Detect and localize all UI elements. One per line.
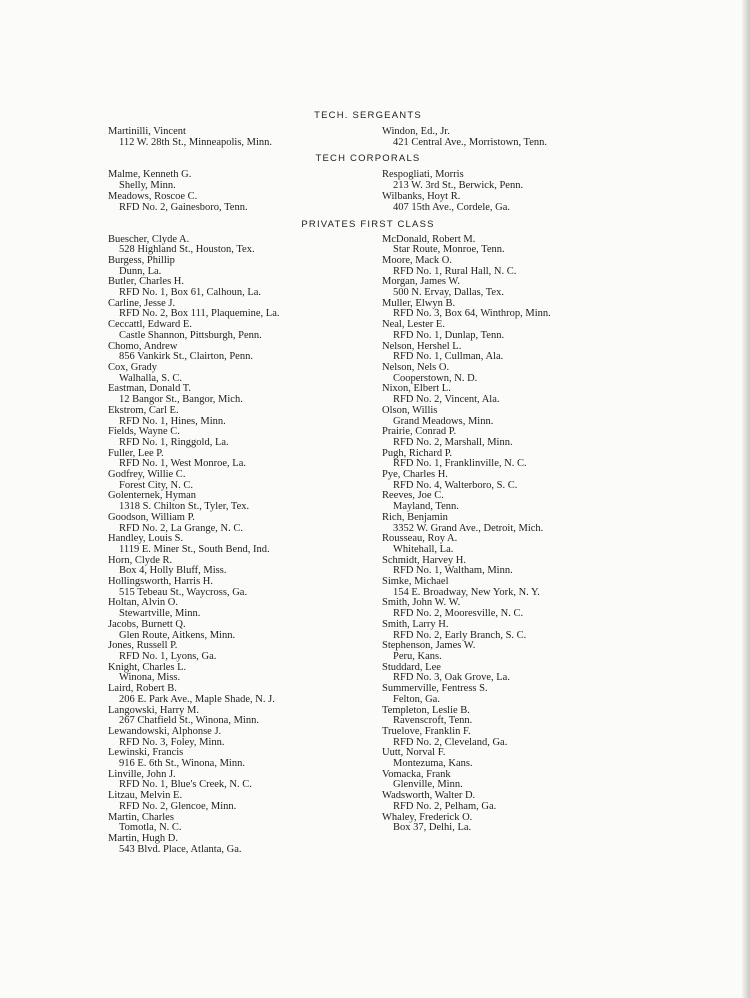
- roster-entry: [382, 791, 628, 812]
- soldier-name: Morgan, James W.: [382, 276, 460, 288]
- roster-entry: [382, 427, 628, 448]
- soldier-name: Godfrey, Willie C.: [108, 469, 186, 481]
- soldier-address: 500 N. Ervay, Dallas, Tex.: [393, 287, 504, 299]
- soldier-name: Stephenson, James W.: [382, 640, 476, 652]
- roster-entry: [108, 235, 364, 256]
- soldier-name: Carline, Jesse J.: [108, 297, 176, 309]
- roster-entry: [108, 406, 364, 427]
- soldier-address: 543 Blvd. Place, Atlanta, Ga.: [119, 843, 242, 855]
- soldier-name: Golenternek, Hyman: [108, 490, 197, 502]
- soldier-name: Buescher, Clyde A.: [108, 233, 190, 245]
- soldier-name: Jones, Russell P.: [108, 640, 178, 652]
- soldier-name: Templeton, Leslie B.: [382, 704, 470, 716]
- roster-columns: [108, 126, 628, 148]
- roster-section: [108, 110, 628, 148]
- soldier-name: Goodson, William P.: [108, 511, 195, 523]
- soldier-name: Chomo, Andrew: [108, 340, 178, 352]
- soldier-name: Muller, Elwyn B.: [382, 297, 456, 309]
- right-column: [382, 235, 628, 856]
- soldier-name: Rich, Benjamin: [382, 511, 448, 523]
- soldier-address: Felton, Ga.: [393, 693, 440, 705]
- roster-entry: [382, 534, 628, 555]
- soldier-address: RFD No. 1, West Monroe, La.: [119, 458, 246, 470]
- soldier-name: McDonald, Robert M.: [382, 233, 476, 245]
- soldier-address: Castle Shannon, Pittsburgh, Penn.: [119, 329, 262, 341]
- roster-entry: [382, 663, 628, 684]
- roster-entry: [382, 277, 628, 298]
- roster-entry: [382, 406, 628, 427]
- soldier-name: Rousseau, Roy A.: [382, 533, 458, 545]
- soldier-address: RFD No. 2, Cleveland, Ga.: [393, 736, 508, 748]
- roster-entry: [108, 598, 364, 619]
- roster-entry: [382, 169, 628, 191]
- roster-entry: [382, 727, 628, 748]
- soldier-name: Olson, Willis: [382, 404, 438, 416]
- soldier-address: 916 E. 6th St., Winona, Minn.: [119, 758, 245, 770]
- soldier-address: Forest City, N. C.: [119, 479, 193, 491]
- soldier-address: RFD No. 1, Waltham, Minn.: [393, 565, 513, 577]
- soldier-name: Cox, Grady: [108, 362, 157, 373]
- roster-section: [108, 219, 628, 856]
- soldier-address: Montezuma, Kans.: [393, 758, 473, 770]
- roster-entry: [382, 235, 628, 256]
- roster-entry: [382, 770, 628, 791]
- soldier-address: RFD No. 1, Franklinville, N. C.: [393, 458, 527, 470]
- soldier-name: Langowski, Harry M.: [108, 704, 199, 716]
- soldier-address: Mayland, Tenn.: [393, 501, 459, 513]
- soldier-address: RFD No. 4, Walterboro, S. C.: [393, 479, 518, 491]
- soldier-address: 267 Chatfield St., Winona, Minn.: [119, 715, 259, 727]
- roster-entry: [108, 534, 364, 555]
- roster-entry: [382, 513, 628, 534]
- left-column: [108, 169, 364, 213]
- soldier-name: Lewandowski, Alphonse J.: [108, 725, 222, 737]
- roster-entry: [382, 813, 628, 834]
- soldier-name: Whaley, Frederick O.: [382, 811, 473, 823]
- soldier-address: RFD No. 2, Box 111, Plaquemine, La.: [119, 308, 280, 320]
- roster-entry: [108, 169, 364, 191]
- soldier-address: Shelly, Minn.: [119, 180, 176, 192]
- soldier-name: Respogliati, Morris: [382, 169, 464, 181]
- soldier-name: Moore, Mack O.: [382, 254, 452, 266]
- roster-entry: [382, 620, 628, 641]
- soldier-address: Whitehall, La.: [393, 543, 454, 555]
- roster-entry: [382, 684, 628, 705]
- soldier-name: Ekstrom, Carl E.: [108, 404, 179, 416]
- soldier-address: RFD No. 2, Pelham, Ga.: [393, 800, 497, 812]
- soldier-name: Fields, Wayne C.: [108, 426, 180, 438]
- roster-entry: [108, 684, 364, 705]
- soldier-address: 1318 S. Chilton St., Tyler, Tex.: [119, 501, 250, 513]
- soldier-name: Uutt, Norval F.: [382, 747, 446, 759]
- soldier-address: Stewartville, Minn.: [119, 608, 201, 620]
- soldier-address: 112 W. 28th St., Minneapolis, Minn.: [119, 137, 273, 149]
- roster-entry: [108, 813, 364, 834]
- soldier-address: Glen Route, Aitkens, Minn.: [119, 629, 236, 641]
- soldier-address: Star Route, Monroe, Tenn.: [393, 244, 505, 256]
- soldier-name: Handley, Louis S.: [108, 533, 184, 545]
- roster-entry: [108, 470, 364, 491]
- soldier-name: Wilbanks, Hoyt R.: [382, 191, 461, 203]
- roster-entry: [108, 706, 364, 727]
- roster-entry: [382, 299, 628, 320]
- soldier-address: RFD No. 1, Blue's Creek, N. C.: [119, 779, 252, 791]
- roster-entry: [108, 834, 364, 855]
- soldier-address: Winona, Miss.: [119, 672, 181, 684]
- soldier-address: RFD No. 2, Vincent, Ala.: [393, 394, 500, 406]
- roster-entry: [108, 513, 364, 534]
- soldier-name: Vomacka, Frank: [382, 768, 451, 780]
- roster-entry: [108, 620, 364, 641]
- roster-entry: [108, 384, 364, 405]
- soldier-name: Windon, Ed., Jr.: [382, 126, 450, 137]
- soldier-name: Litzau, Melvin E.: [108, 790, 183, 802]
- roster-entry: [108, 427, 364, 448]
- roster-entry: [108, 256, 364, 277]
- soldier-name: Fuller, Lee P.: [108, 447, 164, 459]
- soldier-address: Ravenscroft, Tenn.: [393, 715, 473, 727]
- section-heading: PRIVATES FIRST CLASS: [301, 218, 435, 230]
- roster-entry: [382, 342, 628, 363]
- roster-entry: [382, 491, 628, 512]
- soldier-address: RFD No. 1, Box 61, Calhoun, La.: [119, 287, 262, 299]
- soldier-name: Ceccattl, Edward E.: [108, 319, 192, 331]
- soldier-name: Neal, Lester E.: [382, 319, 445, 331]
- soldier-address: 12 Bangor St., Bangor, Mich.: [119, 394, 243, 406]
- roster-entry: [382, 556, 628, 577]
- soldier-name: Knight, Charles L.: [108, 661, 187, 673]
- soldier-name: Wadsworth, Walter D.: [382, 790, 476, 802]
- roster-entry: [108, 449, 364, 470]
- soldier-address: 213 W. 3rd St., Berwick, Penn.: [393, 180, 524, 192]
- soldier-address: RFD No. 1, Ringgold, La.: [119, 436, 229, 448]
- soldier-name: Truelove, Franklin F.: [382, 725, 471, 737]
- roster-entry: [108, 126, 364, 148]
- roster-entry: [108, 363, 364, 384]
- soldier-address: Box 37, Delhi, La.: [393, 822, 472, 834]
- roster-entry: [382, 470, 628, 491]
- roster-entry: [382, 363, 628, 384]
- soldier-address: RFD No. 2, Gainesboro, Tenn.: [119, 202, 248, 214]
- soldier-name: Smith, Larry H.: [382, 618, 449, 630]
- roster-entry: [108, 641, 364, 662]
- soldier-address: RFD No. 2, Glencoe, Minn.: [119, 800, 237, 812]
- soldier-name: Lewinski, Francis: [108, 747, 184, 759]
- roster-entry: [382, 577, 628, 598]
- roster-columns: [108, 169, 628, 213]
- soldier-name: Eastman, Donald T.: [108, 383, 192, 395]
- roster-entry: [382, 598, 628, 619]
- soldier-address: RFD No. 2, La Grange, N. C.: [119, 522, 243, 534]
- right-column: [382, 126, 628, 148]
- soldier-address: 421 Central Ave., Morristown, Tenn.: [393, 137, 548, 149]
- roster-columns: [108, 235, 628, 856]
- soldier-address: Grand Meadows, Minn.: [393, 415, 494, 427]
- soldier-name: Hollingsworth, Harris H.: [108, 576, 213, 588]
- soldier-name: Nelson, Nels O.: [382, 362, 450, 373]
- soldier-name: Malme, Kenneth G.: [108, 169, 192, 181]
- roster-entry: [382, 126, 628, 148]
- roster-entry: [108, 342, 364, 363]
- roster-entry: [382, 449, 628, 470]
- soldier-name: Summerville, Fentress S.: [382, 683, 488, 695]
- soldier-address: Cooperstown, N. D.: [393, 372, 478, 384]
- soldier-name: Martin, Charles: [108, 811, 174, 823]
- roster-entry: [108, 727, 364, 748]
- soldier-name: Nixon, Elbert L.: [382, 383, 451, 395]
- page-edge-shadow: [742, 0, 750, 998]
- soldier-address: RFD No. 3, Oak Grove, La.: [393, 672, 510, 684]
- soldier-address: RFD No. 1, Hines, Minn.: [119, 415, 226, 427]
- soldier-name: Burgess, Phillip: [108, 254, 175, 266]
- soldier-address: RFD No. 3, Box 64, Winthrop, Minn.: [393, 308, 551, 320]
- soldier-address: 515 Tebeau St., Waycross, Ga.: [119, 586, 248, 598]
- soldier-address: 206 E. Park Ave., Maple Shade, N. J.: [119, 693, 275, 705]
- soldier-name: Schmidt, Harvey H.: [382, 554, 466, 566]
- soldier-address: 154 E. Broadway, New York, N. Y.: [393, 586, 540, 598]
- soldier-name: Meadows, Roscoe C.: [108, 191, 198, 203]
- roster-entry: [382, 706, 628, 727]
- soldier-name: Prairie, Conrad P.: [382, 426, 457, 438]
- right-column: [382, 169, 628, 213]
- soldier-name: Studdard, Lee: [382, 661, 441, 673]
- roster-entry: [108, 320, 364, 341]
- roster-entry: [382, 256, 628, 277]
- roster-entry: [382, 641, 628, 662]
- roster-entry: [108, 191, 364, 213]
- soldier-address: 407 15th Ave., Cordele, Ga.: [393, 202, 511, 214]
- soldier-address: RFD No. 2, Marshall, Minn.: [393, 436, 513, 448]
- soldier-address: Dunn, La.: [119, 265, 162, 277]
- soldier-name: Martinilli, Vincent: [108, 126, 186, 137]
- roster-entry: [108, 491, 364, 512]
- soldier-address: RFD No. 1, Rural Hall, N. C.: [393, 265, 517, 277]
- soldier-name: Pye, Charles H.: [382, 469, 448, 481]
- soldier-address: Tomotla, N. C.: [119, 822, 182, 834]
- soldier-name: Laird, Robert B.: [108, 683, 177, 695]
- roster-entry: [108, 577, 364, 598]
- soldier-name: Pugh, Richard P.: [382, 447, 453, 459]
- soldier-name: Jacobs, Burnett Q.: [108, 618, 186, 630]
- soldier-address: RFD No. 2, Mooresville, N. C.: [393, 608, 524, 620]
- soldier-address: RFD No. 2, Early Branch, S. C.: [393, 629, 527, 641]
- soldier-address: 528 Highland St., Houston, Tex.: [119, 244, 255, 256]
- roster-entry: [108, 299, 364, 320]
- soldier-name: Linville, John J.: [108, 768, 176, 780]
- roster-list: [108, 110, 628, 860]
- soldier-address: Walhalla, S. C.: [119, 372, 183, 384]
- soldier-name: Nelson, Hershel L.: [382, 340, 462, 352]
- soldier-address: RFD No. 1, Lyons, Ga.: [119, 650, 217, 662]
- soldier-name: Horn, Clyde R.: [108, 554, 173, 566]
- roster-entry: [382, 191, 628, 213]
- roster-entry: [108, 791, 364, 812]
- soldier-address: Glenville, Minn.: [393, 779, 463, 791]
- soldier-name: Butler, Charles H.: [108, 276, 184, 288]
- roster-entry: [108, 277, 364, 298]
- roster-entry: [108, 663, 364, 684]
- soldier-address: Peru, Kans.: [393, 650, 442, 662]
- roster-entry: [108, 770, 364, 791]
- soldier-name: Holtan, Alvin O.: [108, 597, 178, 609]
- roster-entry: [382, 748, 628, 769]
- roster-entry: [108, 556, 364, 577]
- soldier-address: Box 4, Holly Bluff, Miss.: [119, 565, 227, 577]
- roster-entry: [382, 320, 628, 341]
- soldier-address: 3352 W. Grand Ave., Detroit, Mich.: [393, 522, 544, 534]
- section-heading: TECH. SERGEANTS: [314, 110, 422, 121]
- roster-entry: [108, 748, 364, 769]
- left-column: [108, 126, 364, 148]
- roster-entry: [382, 384, 628, 405]
- section-heading: TECH CORPORALS: [315, 153, 421, 165]
- soldier-address: RFD No. 1, Cullman, Ala.: [393, 351, 504, 363]
- soldier-name: Simke, Michael: [382, 576, 449, 588]
- left-column: [108, 235, 364, 856]
- soldier-name: Martin, Hugh D.: [108, 832, 178, 844]
- roster-section: [108, 153, 628, 213]
- soldier-address: RFD No. 3, Foley, Minn.: [119, 736, 225, 748]
- soldier-name: Reeves, Joe C.: [382, 490, 444, 502]
- soldier-address: 856 Vankirk St., Clairton, Penn.: [119, 351, 253, 363]
- soldier-name: Smith, John W. W.: [382, 597, 461, 609]
- soldier-address: RFD No. 1, Dunlap, Tenn.: [393, 329, 505, 341]
- soldier-address: 1119 E. Miner St., South Bend, Ind.: [119, 543, 270, 555]
